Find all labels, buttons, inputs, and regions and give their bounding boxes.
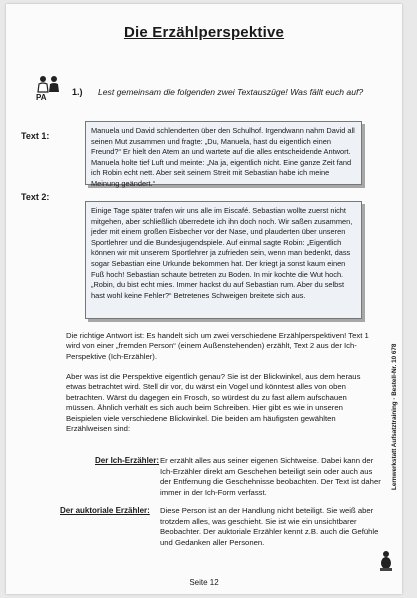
definition-auktorialer-erzaehler: Diese Person ist an der Handlung nicht beteiligt. Sie weiß aber trotzdem alles, was geschieht. Sie ist wie ein unsichtbarer Beobachter. Der auktoriale Erzähler kennt z.B. auch die Gefühle und Gedanken aller Personen. <box>160 506 379 547</box>
partner-work-badge <box>36 75 66 102</box>
worksheet-page <box>6 4 402 594</box>
text2-label: Text 2: <box>21 192 50 202</box>
task-number: 1.) <box>72 87 83 97</box>
two-people-icon <box>36 75 62 93</box>
term-auktorialer-erzaehler: Der auktoriale Erzähler: <box>60 506 150 515</box>
text1-label: Text 1: <box>21 131 50 141</box>
publisher-sidebar: Lernwerkstatt Aufsatztraining · Bestell-Nr. 10 678 <box>391 343 398 490</box>
pa-label: PA <box>36 93 47 102</box>
text1-box: Manuela und David schlenderten über den Schulhof. Irgendwann nahm David all seinen Mut zusammen und fragte: „Du, Manuela, hast du eigentlich einen Freund?“ Er hielt den Atem an und wartete auf die alles entscheidende Antwort. Manuela holte tief Luft und meinte: „Na ja, eigentlich nicht. Eine ganze Zeit fand ich Robin echt nett. Aber seit seinem Streit mit Sebastian habe ich meine Meinung geändert.“ <box>85 121 362 185</box>
term-ich-erzaehler: Der Ich-Erzähler: <box>95 456 160 465</box>
answer-paragraph: Die richtige Antwort ist: Es handelt sich um zwei verschiedene Erzählperspektiven! Text 1 wird von einer „fremden Person“ (einem Außenstehenden) erzählt, Text 2 aus der Ich-Perspektive (Ich-Erzähler). <box>66 331 369 361</box>
task-instruction: Lest gemeinsam die folgenden zwei Textauszüge! Was fällt euch auf? <box>98 87 364 97</box>
text2-box: Einige Tage später trafen wir uns alle im Eiscafé. Sebastian wollte zuerst nicht mitgehen, aber schließlich überredete ich ihn doch noch. Wir saßen zusammen, jeder mit einem großen Eisbecher vor der Nase, und plauderten über unseren Sportlehrer und die Bundesjugendspiele. Auf einmal sagte Robin: „Eigentlich können wir mit unserem Sportlehrer ja zufrieden sein, wenn man bedenkt, dass sogar Sebastian eine Urkunde bekommen hat. Der kriegt ja sonst kaum einen Fuß hoch! Sebastian schaute betreten zu Boden. In mir kochte die Wut hoch. „Robin, du bist echt mies. Immer hackst du auf Sebastian rum. Aber du selbst hast wohl keine Fehler?“ Betretenes Schweigen breitete sich aus. <box>85 201 362 319</box>
definition-ich-erzaehler: Er erzählt alles aus seiner eigenen Sichtweise. Dabei kann der Ich-Erzähler direkt am Geschehen beteiligt sein oder auch aus der Entfernung die Geschehnisse beobachten. Der Text ist daher immer in der Ich-Form verfasst. <box>160 456 381 497</box>
publisher-logo-icon <box>379 549 393 571</box>
perspective-paragraph: Aber was ist die Perspektive eigentlich genau? Sie ist der Blickwinkel, aus dem heraus etwas betrachtet wird. Stell dir vor, du wärst ein Vogel und könntest alles von oben betrachten. Wärst du dagegen ein Frosch, so würdest du zu fast allem aufschauen müssen. Ähnlich verhält es sich auch beim Schreiben. Hier gibt es wie in unseren Beispielen viele verschiedene Blickwinkel. Die beiden am häufigsten gewählten Erzählweisen sind: <box>66 372 361 434</box>
page-number: Seite 12 <box>189 578 219 587</box>
page-title: Die Erzählperspektive <box>123 24 285 41</box>
